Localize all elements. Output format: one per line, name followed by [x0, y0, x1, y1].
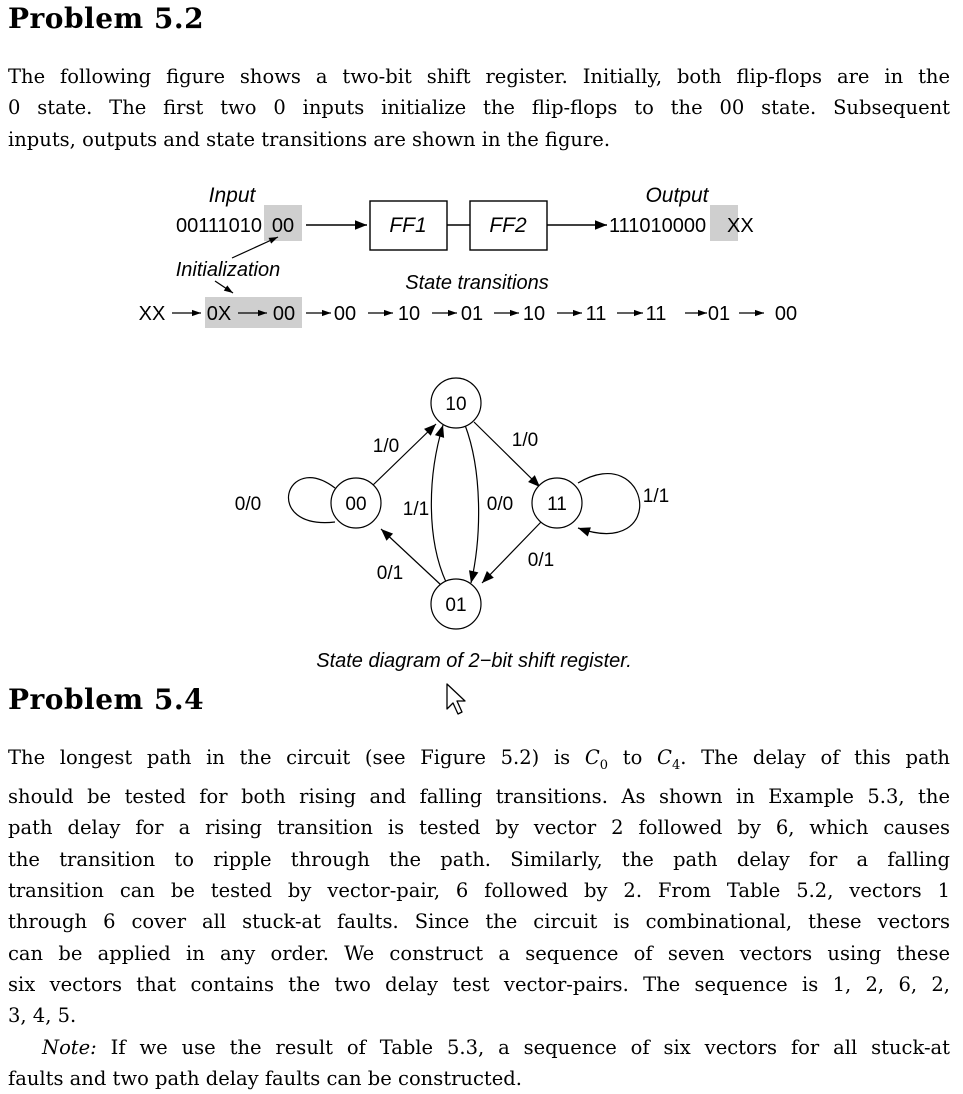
text-line	[8, 1032, 950, 1063]
text-line: transition can be tested by vector-pair, 6 followed by 2. From Table 5.2, vectors 1	[8, 879, 950, 903]
init-arrow-down	[215, 281, 233, 293]
edge-label-01-10: 1/1	[402, 499, 430, 520]
seq-state: 10	[522, 303, 546, 325]
problem-5-2-title: Problem 5.2	[8, 2, 205, 35]
text-line: the transition to ripple through the path. Similarly, the path delay for a falling	[8, 847, 950, 871]
text-run: . The delay of this path	[680, 746, 950, 769]
math-var: C	[584, 746, 600, 769]
edge-label-00-10: 1/0	[372, 436, 400, 457]
text-run: The longest path in the circuit (see Figure 5.2) is	[8, 746, 585, 769]
text-line: The following figure shows a two-bit shift register. Initially, both flip-flops are in the	[8, 65, 950, 88]
seq-state: 01	[707, 303, 731, 325]
math-sub: 4	[671, 757, 681, 773]
edge-label-10-01: 0/0	[486, 494, 514, 515]
edge-label-01-00: 0/1	[376, 563, 404, 584]
text-line: can be applied in any order. We construct a sequence of seven vectors using these	[8, 941, 950, 965]
state-label: 01	[445, 595, 467, 616]
output-bits: 111010000	[609, 215, 707, 237]
seq-state: 11	[645, 303, 667, 325]
text-line: path delay for a rising transition is tested by vector 2 followed by 6, which causes	[8, 816, 950, 840]
state-label: 11	[547, 494, 567, 515]
output-unknown: XX	[727, 215, 754, 237]
seq-state: XX	[138, 303, 166, 325]
edge-label-10-11: 1/0	[511, 430, 539, 451]
note-label: Note:	[42, 1035, 97, 1059]
problem-5-4-title: Problem 5.4	[8, 683, 205, 716]
edge-labels	[235, 430, 669, 584]
input-bits: 00111010	[175, 215, 262, 237]
state-transitions-label: State transitions	[405, 272, 549, 294]
mouse-cursor-icon	[446, 683, 468, 717]
seq-state: 00	[774, 303, 798, 325]
seq-state: 10	[397, 303, 421, 325]
text-line: 0 state. The first two 0 inputs initialize the flip-flops to the 00 state. Subsequent	[8, 96, 950, 120]
edge-10-to-01	[465, 425, 479, 583]
input-label: Input	[208, 184, 256, 207]
text-line: 3, 4, 5.	[8, 1004, 77, 1028]
state-label: 00	[345, 494, 367, 515]
seq-state: 00	[333, 303, 357, 325]
text-line: through 6 cover all stuck-at faults. Since the circuit is combinational, these vectors	[8, 910, 950, 934]
text-line: faults and two path delay faults can be constructed.	[8, 1066, 522, 1090]
seq-state: 0X	[206, 303, 232, 325]
edge-label-11-self: 1/1	[642, 486, 670, 507]
text-line: should be tested for both rising and falling transitions. As shown in Example 5.3, the	[8, 785, 950, 809]
text-run: to	[608, 746, 658, 769]
edge-label-11-01: 0/1	[527, 550, 555, 571]
text-line: inputs, outputs and state transitions are shown in the figure.	[8, 127, 611, 151]
ff1-label: FF1	[389, 214, 427, 237]
input-init-bits: 00	[271, 215, 295, 237]
ff2-label: FF2	[489, 214, 527, 237]
seq-state: 11	[585, 303, 607, 325]
seq-state: 00	[272, 303, 296, 325]
math-sub: 0	[599, 757, 609, 773]
problem-5-4-text	[8, 742, 950, 1094]
state-label: 10	[445, 394, 467, 415]
state-nodes	[331, 378, 582, 629]
init-arrow-up	[232, 237, 278, 258]
output-label: Output	[645, 184, 709, 207]
seq-state: 01	[460, 303, 484, 325]
initialization-label: Initialization	[175, 259, 281, 281]
text-run: If we use the result of Table 5.3, a sequence of six vectors for all stuck-at	[96, 1035, 950, 1059]
edge-01-to-10	[431, 425, 446, 582]
text-line: six vectors that contains the two delay test vector-pairs. The sequence is 1, 2, 6, 2,	[8, 972, 950, 996]
self-loop-00	[288, 478, 335, 523]
state-diagram-caption: State diagram of 2−bit shift register.	[316, 650, 632, 672]
text-line	[8, 742, 950, 781]
self-loop-11	[578, 474, 640, 534]
math-var: C	[657, 746, 672, 769]
edge-label-00-self: 0/0	[234, 494, 262, 515]
